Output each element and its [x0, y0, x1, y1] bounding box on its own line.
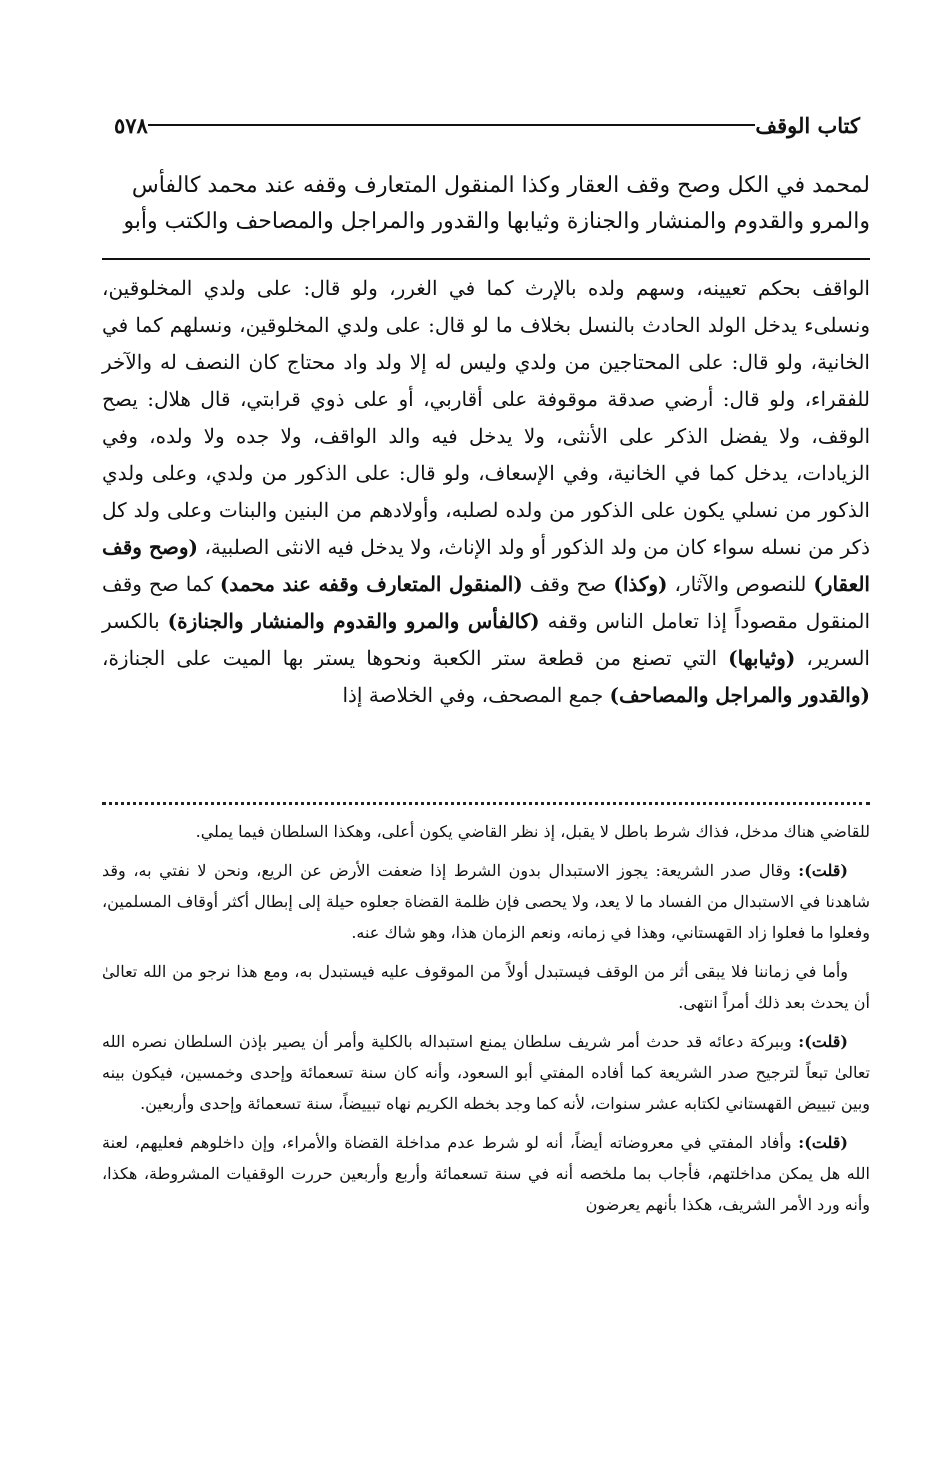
page-header — [102, 108, 872, 142]
main-text-divider — [102, 258, 870, 260]
footnote-separator — [102, 802, 870, 805]
header-rule — [148, 124, 755, 126]
commentary-span: بالكسر السرير، — [102, 609, 870, 670]
commentary-span: للنصوص والآثار، — [667, 572, 814, 596]
main-text — [102, 168, 870, 240]
commentary-text — [102, 270, 870, 714]
footnote-paragraph — [102, 855, 870, 948]
quoted-text: (كالفأس والمرو والقدوم والمنشار والجنازة) — [167, 609, 540, 633]
quoted-text: (وصح وقف العقار) — [102, 535, 870, 596]
page-number: ٥٧٨ — [114, 112, 148, 138]
qultu-label: (قلت): — [798, 861, 848, 880]
footnote-paragraph — [102, 1026, 870, 1119]
main-text-line: والمرو والقدوم والمنشار والجنازة وثيابها والقدور والمراجل والمصاحف والكتب وأبو — [123, 209, 870, 234]
footnote-span: وأفاد المفتي في معروضاته أيضاً، أنه لو شرط عدم مداخلة القضاة والأمراء، وإن داخلوهم فعليهم، لعنة الله هل يمكن مداخلتهم، فأجاب بما ملخصه أنه في سنة تسعمائة وأربع وأربعين حررت الوقفيات المشروطة، هكذا، وأنه ورد الأمر الشريف، هكذا بأنهم يعرضون — [102, 1133, 870, 1214]
quoted-text: (وثيابها) — [728, 646, 796, 670]
quoted-text: (وكذا) — [613, 572, 668, 596]
commentary-span: التي تصنع من قطعة ستر الكعبة ونحوها يستر بها الميت على الجنازة، — [102, 646, 729, 670]
main-text-line: لمحمد في الكل وصح وقف العقار وكذا المنقول المتعارف وقفه عند محمد كالفأس — [131, 173, 870, 198]
commentary-span: كما صح وقف المنقول مقصوداً إذا تعامل الناس وقفه — [102, 572, 871, 633]
footnote-paragraph — [102, 1127, 870, 1220]
footnote-paragraph: للقاضي هناك مدخل، فذاك شرط باطل لا يقبل، إذ نظر القاضي يكون أعلى، وهكذا السلطان فيما يملي. — [195, 822, 870, 841]
commentary-span: الواقف بحكم تعيينه، وسهم ولده بالإرث كما في الغرر، ولو قال: على ولدي المخلوقين، ونسلىء يدخل الولد الحادث بالنسل بخلاف ما لو قال: على ولدي المخلوقين، ونسلهم كما في الخانية، ولو قال: على المحتاجين من ولدي وليس له إلا ولد واد محتاج كان النصف له والآخر للفقراء، ولو قال: أرضي صدقة موقوفة على أقاربي، أو على ذوي قرابتي، قال هلال: يصح الوقف، ولا يفضل الذكر على الأنثى، ولا يدخل فيه والد الواقف، ولا جده ولا ولده، وفي الزيادات، يدخل كما في الخانية، وفي الإسعاف، ولو قال: على الذكور من ولدي، وعلى ولدي الذكور من نسلي يكون على الذكور من ولده لصلبه، وأولادهم من البنين والبنات وعلى ولد كل ذكر من نسله سواء كان من ولد الذكور أو ولد الإناث، ولا يدخل فيه الانثى الصلبية، — [102, 276, 870, 559]
commentary-span: جمع المصحف، وفي الخلاصة إذا — [342, 683, 610, 707]
footnote-span: وقال صدر الشريعة: يجوز الاستبدال بدون الشرط إذا ضعفت الأرض عن الريع، ونحن لا نفتي به، وقد شاهدنا في الاستبدال من الفساد ما لا يعد، ولا يحصى فإن ظلمة القضاة جعلوه حيلة إلى إبطال أكثر أوقاف المسلمين، وفعلوا ما فعلوا زاد القهستاني، وهذا في زمانه، ونعم الزمان هذا، وهو شاك عنه. — [102, 861, 870, 942]
qultu-label: (قلت): — [798, 1032, 848, 1051]
quoted-text: (المنقول المتعارف وقفه عند محمد) — [219, 572, 523, 596]
footnote-paragraph: وأما في زماننا فلا يبقى أثر من الوقف فيستبدل أولاً من الموقوف عليه فيستبدل به، ومع هذا نرجو من الله تعالىٰ أن يحدث بعد ذلك أمراً انتهى. — [102, 962, 870, 1012]
footnotes — [102, 816, 870, 1228]
commentary-span: صح وقف — [522, 572, 614, 596]
book-title: كتاب الوقف — [755, 112, 860, 138]
commentary-paragraph — [102, 270, 870, 714]
footnote-span: وببركة دعائه قد حدث أمر شريف سلطان يمنع استبداله بالكلية وأمر أن يصير بإذن السلطان نصره الله تعالىٰ تبعاً لترجيح صدر الشريعة كما أفاده المفتي أبو السعود، وأنه كان سنة تسعمائة وإحدى وخمسين، فيكون بينه وبين تبييض القهستاني لكتابه عشر سنوات، لأنه كما وجد بخطه الكريم نهاه تبييضاً، سنة تسعمائة وإحدى وأربعين. — [102, 1032, 870, 1113]
qultu-label: (قلت): — [798, 1133, 848, 1152]
quoted-text: (والقدور والمراجل والمصاحف) — [609, 683, 870, 707]
